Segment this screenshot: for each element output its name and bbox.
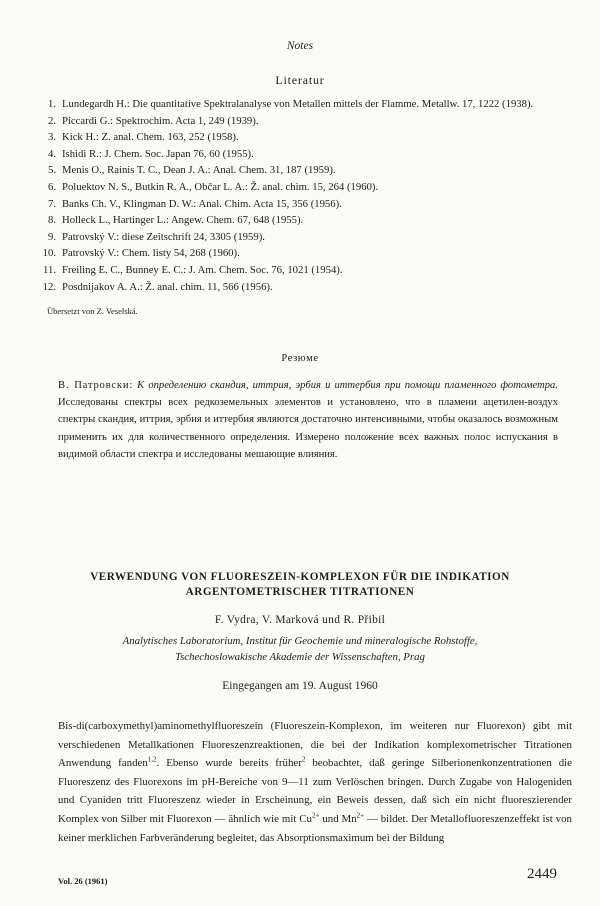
- translator-note: Übersetzt von Z. Veselská.: [47, 306, 138, 316]
- resume-paragraph: [58, 377, 558, 463]
- resume-heading: Резюме: [281, 353, 319, 364]
- citation-superscript: 1,2: [147, 755, 157, 764]
- running-head: Notes: [286, 40, 314, 52]
- resume-author: В. Патровски:: [58, 380, 134, 391]
- article-title: [0, 570, 600, 600]
- received-date: Eingegangen am 19. August 1960: [222, 680, 378, 692]
- reference-item: 8. Holleck L., Hartinger L.: Angew. Chem. 67, 648 (1955).: [47, 214, 304, 227]
- page-number: 2449: [527, 866, 557, 882]
- reference-item: 6. Poluektov N. S., Butkin R. A., Občar L. A.: Ž. anal. chim. 15, 264 (1960).: [47, 180, 379, 193]
- reference-item: 12. Posdnijakov A. A.: Ž. anal. chim. 11, 566 (1956).: [42, 280, 273, 293]
- charge-superscript: 2+: [311, 811, 320, 820]
- reference-item: 5. Menis O., Rainis T. C., Dean J. A.: Anal. Chem. 31, 187 (1959).: [47, 164, 336, 177]
- reference-item: 7. Banks Ch. V., Klingman D. W.: Anal. Chim. Acta 15, 356 (1956).: [47, 197, 342, 210]
- affiliation: [0, 633, 600, 665]
- reference-list: [30, 96, 570, 295]
- reference-item: 1. Lundegardh H.: Die quantitative Spektralanalyse von Metallen mittels der Flamme. Metallw. 17, 1222 (1938).: [47, 98, 534, 110]
- footer-volume: Vol. 26 (1961): [58, 876, 108, 886]
- article-authors: F. Vydra, V. Marková und R. Přibil: [214, 614, 386, 626]
- article-body: Bis-di(carboxymethyl)aminomethylfluoreszein (Fluoreszein-Komplexon, im weiteren nur Fluorexon) gibt mit verschiedenen Metallkationen Fluoreszenzreaktionen, die bei der Indikation komplexometrischer Titrationen Anwendung fanden$^{1,2}$. Ebenso wurde bereits früher$^2$ beobachtet, daß geringe Silberionenkonzentrationen die Fluoreszenz des Fluorexons im pH-Bereiche von 9—11 zum Verlöschen bringen. Durch Zugabe von Halogeniden und Cyaniden tritt Fluoreszenz wieder in Erscheinung, ein Beweis dessen, daß sich ein nicht fluoreszierender Komplex von Silber mit Fluorexon — ähnlich wie mit $Cu^{2+}$ und $Mn^{2+}$ — bildet. Der Metallofluoreszenzeffekt ist von keiner merklichen Farbveränderung begleitet, das Absorptionsmaximum bei der Bildung: [58, 720, 572, 844]
- affiliation-line: Analytisches Laboratorium, Institut für Geochemie und mineralogische Rohstoffe,: [122, 635, 478, 647]
- reference-item: 11. Freiling E. C., Bunney E. C.: J. Am. Chem. Soc. 76, 1021 (1954).: [43, 263, 343, 276]
- article-title-line: ARGENTOMETRISCHER TITRATIONEN: [185, 586, 415, 598]
- affiliation-line: Tschechoslowakische Akademie der Wissenschaften, Prag: [175, 651, 425, 663]
- resume-text: Исследованы спектры всех редкоземельных элементов и установлено, что в пламени ацетилен-воздух спектры скандия, иттрия, эрбия и иттербия являются достаточно интенсивными, чтобы оказалось возможным применить их для количественного определения. Измерено положение всех важных полос испускания в видимой области спектра и исследованы мешающие влияния.: [58, 397, 558, 460]
- resume-title: К определению скандия, иттрия, эрбия и иттербия при помощи пламенного фотометра.: [137, 380, 558, 391]
- reference-item: 2. Piccardi G.: Spektrochim. Acta 1, 249 (1939).: [47, 114, 259, 127]
- reference-item: 4. Ishidi R.: J. Chem. Soc. Japan 76, 60 (1955).: [47, 147, 254, 160]
- reference-item: 9. Patrovský V.: diese Zeitschrift 24, 3305 (1959).: [47, 230, 265, 243]
- charge-superscript: 2+: [356, 811, 365, 820]
- reference-item: 10. Patrovský V.: Chem. listy 54, 268 (1960).: [42, 247, 240, 260]
- article-title-line: VERWENDUNG VON FLUORESZEIN-KOMPLEXON FÜR DIE INDIKATION: [90, 571, 510, 583]
- literature-heading: Literatur: [275, 73, 325, 87]
- citation-superscript: 2: [301, 755, 306, 764]
- reference-item: 3. Kick H.: Z. anal. Chem. 163, 252 (1958).: [47, 131, 239, 144]
